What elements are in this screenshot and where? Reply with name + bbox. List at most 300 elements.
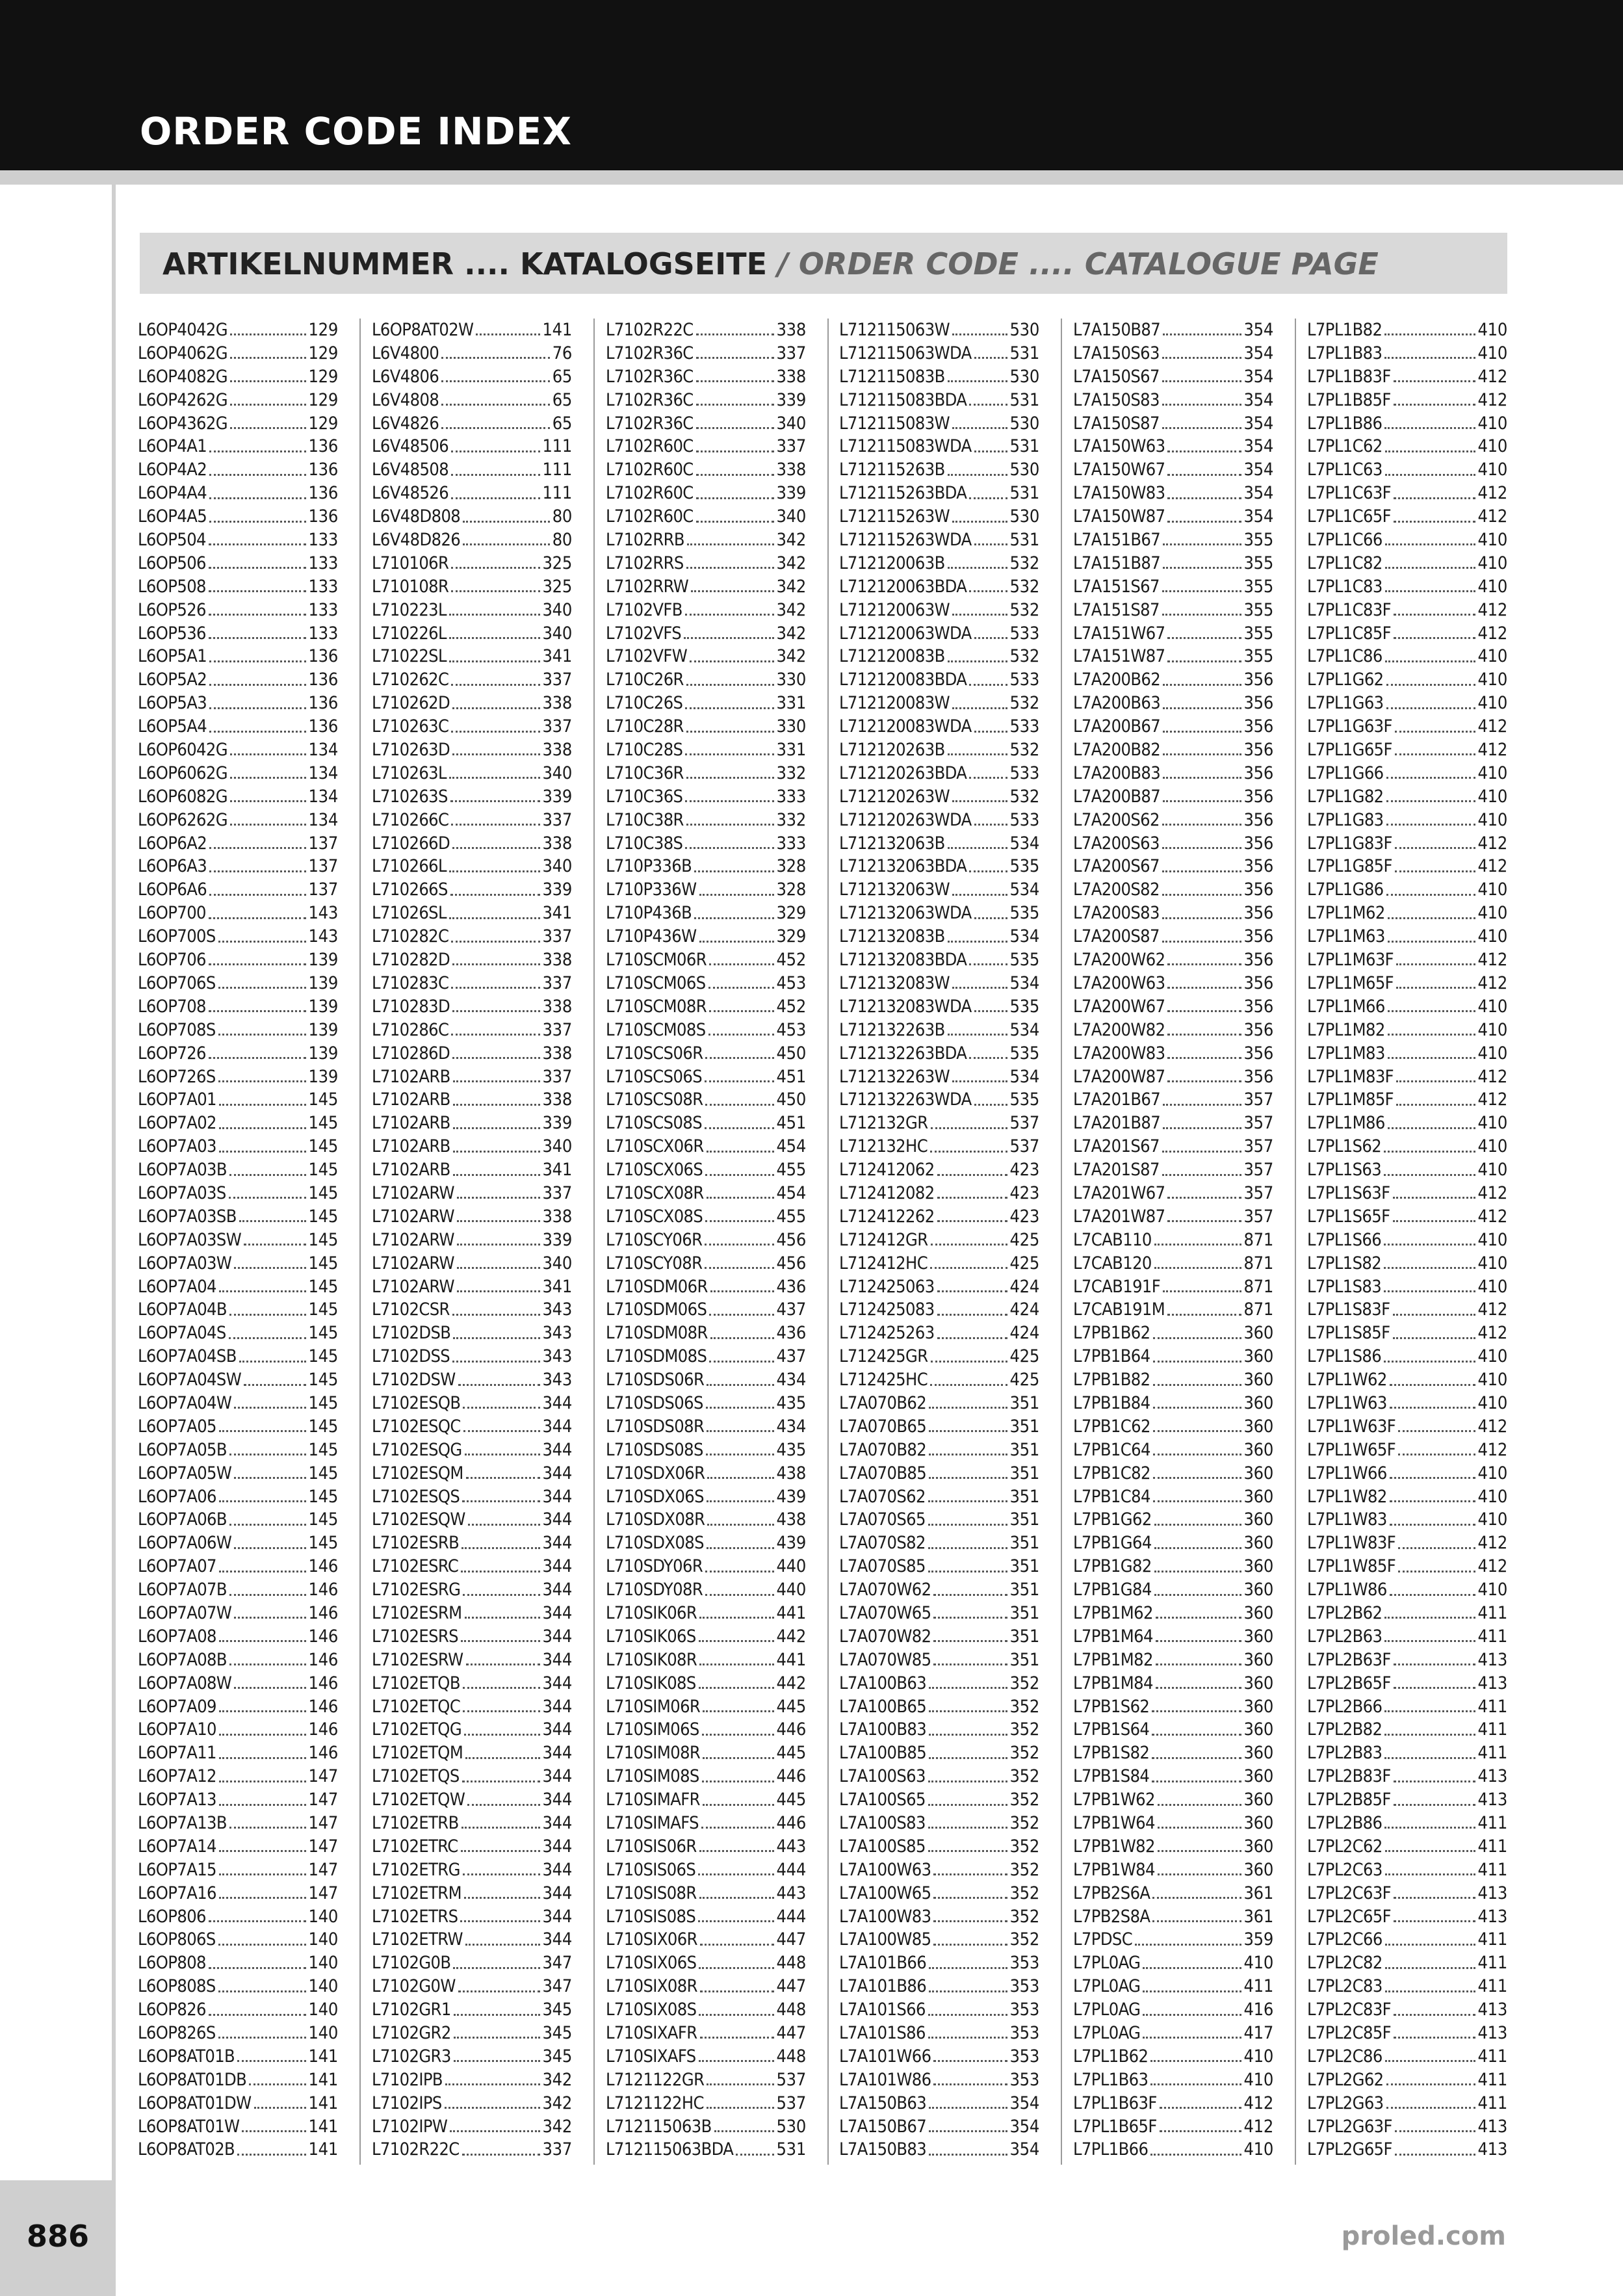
order-code: L7PL1C82 — [1307, 553, 1383, 573]
catalogue-page: 445 — [776, 1790, 806, 1810]
leader-dots — [445, 2107, 540, 2109]
index-entry — [1307, 458, 1507, 482]
leader-dots — [1156, 1687, 1241, 1689]
index-entry — [606, 738, 806, 762]
leader-dots — [1135, 1944, 1241, 1946]
catalogue-page: 442 — [776, 1673, 806, 1693]
index-entry — [138, 1998, 338, 2022]
order-code: L6OP826 — [138, 2000, 206, 2020]
catalogue-page: 360 — [1243, 1859, 1273, 1880]
leader-dots — [705, 1220, 773, 1222]
order-code: L6OP7A11 — [138, 1743, 216, 1764]
catalogue-page: 360 — [1243, 1533, 1273, 1554]
leader-dots — [714, 2130, 774, 2132]
index-entry — [1307, 1345, 1507, 1368]
leader-dots — [452, 1057, 539, 1059]
index-entry — [372, 1135, 572, 1158]
order-code: L7PL1S83 — [1307, 1276, 1382, 1297]
order-code: L7102CSR — [372, 1299, 450, 1320]
order-code: L712132083BDA — [839, 950, 967, 971]
section-header — [162, 244, 1379, 283]
order-code: L710SIX06S — [606, 1953, 697, 1974]
leader-dots — [709, 1361, 773, 1363]
leader-dots — [707, 1524, 773, 1526]
leader-dots — [686, 567, 774, 569]
leader-dots — [696, 404, 774, 406]
index-entry — [606, 855, 806, 878]
index-entry — [372, 482, 572, 505]
leader-dots — [1398, 1454, 1475, 1455]
order-code: L6OP7A05B — [138, 1439, 227, 1460]
catalogue-page: 147 — [308, 1883, 338, 1903]
index-entry — [1073, 2022, 1273, 2045]
index-entry — [606, 1275, 806, 1299]
leader-dots — [1167, 1197, 1241, 1199]
index-entry — [606, 1905, 806, 1929]
catalogue-page: 344 — [542, 1790, 572, 1810]
leader-dots — [1167, 1314, 1241, 1316]
index-entry — [372, 809, 572, 832]
catalogue-page: 337 — [542, 1066, 572, 1087]
index-entry — [138, 2068, 338, 2092]
order-code: L710263S — [372, 786, 448, 807]
catalogue-page: 411 — [1477, 1953, 1507, 1974]
index-entry — [839, 389, 1039, 412]
index-entry — [606, 1625, 806, 1649]
index-entry — [138, 925, 338, 948]
index-entry — [1073, 878, 1273, 902]
catalogue-page: 145 — [308, 1346, 338, 1367]
index-entry — [606, 552, 806, 575]
index-entry — [1073, 1158, 1273, 1182]
index-entry — [1307, 599, 1507, 622]
catalogue-page: 413 — [1477, 2023, 1507, 2044]
catalogue-page: 344 — [542, 1906, 572, 1927]
index-entry — [1073, 1485, 1273, 1509]
order-code: L710SCS08S — [606, 1113, 703, 1134]
index-entry — [839, 342, 1039, 365]
leader-dots — [696, 450, 774, 452]
catalogue-page: 443 — [776, 1836, 806, 1857]
leader-dots — [1160, 2130, 1241, 2132]
catalogue-page: 141 — [308, 2046, 338, 2067]
leader-dots — [707, 1547, 774, 1549]
leader-dots — [699, 1967, 773, 1969]
order-code: L6OP506 — [138, 553, 206, 573]
leader-dots — [707, 1430, 773, 1432]
order-code: L7PL1W63 — [1307, 1392, 1387, 1413]
order-code: L7PB2S8A — [1073, 1906, 1150, 1927]
leader-dots — [229, 1663, 306, 1665]
leader-dots — [1162, 917, 1241, 919]
index-entry — [839, 552, 1039, 575]
index-entry — [372, 1812, 572, 1835]
order-code: L710SCY06R — [606, 1229, 703, 1250]
column-divider — [1061, 319, 1062, 2165]
index-entry — [372, 1625, 572, 1649]
catalogue-page: 133 — [308, 576, 338, 597]
catalogue-page: 424 — [1009, 1323, 1039, 1344]
index-entry — [1073, 902, 1273, 925]
leader-dots — [229, 1524, 306, 1526]
leader-dots — [952, 707, 1007, 709]
leader-dots — [1162, 824, 1241, 826]
catalogue-page: 412 — [1477, 1323, 1507, 1344]
leader-dots — [1386, 684, 1475, 686]
leader-dots — [974, 1104, 1007, 1106]
leader-dots — [699, 941, 774, 943]
catalogue-page: 338 — [542, 1089, 572, 1110]
index-entry — [372, 785, 572, 809]
order-code: L6OP7A16 — [138, 1883, 216, 1903]
order-code: L6OP7A08W — [138, 1673, 232, 1693]
leader-dots — [449, 660, 540, 662]
catalogue-page: 344 — [542, 1743, 572, 1764]
leader-dots — [461, 1640, 540, 1642]
order-code: L7102ESQB — [372, 1392, 461, 1413]
index-entry — [606, 622, 806, 646]
leader-dots — [209, 870, 305, 872]
order-code: L7PL2B85F — [1307, 1790, 1391, 1810]
order-code: L7PL2G63F — [1307, 2116, 1392, 2137]
index-entry — [606, 878, 806, 902]
index-entry — [372, 1672, 572, 1695]
index-entry — [1073, 1602, 1273, 1625]
catalogue-page: 434 — [776, 1370, 806, 1390]
leader-dots — [451, 987, 539, 989]
order-code: L7A150S63 — [1073, 343, 1160, 363]
index-entry — [606, 1765, 806, 1788]
catalogue-page: 353 — [1009, 2023, 1039, 2044]
catalogue-page: 412 — [1477, 1089, 1507, 1110]
leader-dots — [1394, 404, 1475, 406]
catalogue-page: 139 — [308, 1066, 338, 1087]
index-entry — [606, 1718, 806, 1742]
leader-dots — [451, 1034, 539, 1036]
leader-dots — [691, 590, 773, 592]
index-entry — [138, 1555, 338, 1578]
catalogue-page: 352 — [1009, 1813, 1039, 1833]
catalogue-page: 425 — [1009, 1229, 1039, 1250]
index-entry — [1073, 2115, 1273, 2139]
leader-dots — [698, 1920, 773, 1922]
catalogue-page: 424 — [1009, 1299, 1039, 1320]
left-margin-rule — [112, 185, 116, 2180]
order-code: L6OP6262G — [138, 809, 227, 830]
order-code: L7102G0W — [372, 1976, 456, 1997]
catalogue-page: 145 — [308, 1136, 338, 1157]
leader-dots — [461, 1827, 540, 1829]
index-entry — [372, 412, 572, 436]
catalogue-page: 871 — [1243, 1276, 1273, 1297]
order-code: L7A150W67 — [1073, 460, 1165, 480]
leader-dots — [1390, 1407, 1475, 1409]
index-entry — [606, 1019, 806, 1042]
order-code: L7PL2C63 — [1307, 1859, 1383, 1880]
leader-dots — [969, 684, 1007, 686]
leader-dots — [1167, 521, 1241, 523]
index-entry — [138, 1462, 338, 1485]
leader-dots — [929, 1407, 1007, 1409]
index-entry — [606, 1439, 806, 1462]
order-code: L7A070S85 — [839, 1556, 926, 1577]
leader-dots — [1162, 894, 1241, 896]
order-code: L7102ARB — [372, 1113, 450, 1134]
catalogue-page: 436 — [776, 1323, 806, 1344]
catalogue-page: 352 — [1009, 1743, 1039, 1764]
index-entry — [1073, 2092, 1273, 2115]
leader-dots — [1388, 1034, 1475, 1036]
leader-dots — [1167, 450, 1241, 452]
order-code: L6OP7A07B — [138, 1580, 227, 1600]
catalogue-page: 454 — [776, 1136, 806, 1157]
index-entry — [138, 832, 338, 855]
index-entry — [1073, 1508, 1273, 1532]
leader-dots — [690, 660, 773, 662]
index-entry — [1073, 458, 1273, 482]
leader-dots — [696, 474, 774, 476]
catalogue-page: 360 — [1243, 1439, 1273, 1460]
leader-dots — [1394, 1804, 1475, 1806]
catalogue-page: 410 — [1477, 1580, 1507, 1600]
catalogue-page: 410 — [1477, 763, 1507, 783]
index-entry — [372, 948, 572, 972]
catalogue-page: 145 — [308, 1299, 338, 1320]
leader-dots — [1394, 2037, 1475, 2039]
index-entry — [1307, 948, 1507, 972]
catalogue-page: 537 — [1009, 1136, 1039, 1157]
catalogue-page: 111 — [542, 483, 572, 504]
order-code: L6OP7A07W — [138, 1602, 232, 1623]
catalogue-page: 417 — [1243, 2023, 1273, 2044]
catalogue-page: 535 — [1009, 856, 1039, 877]
catalogue-page: 424 — [1009, 1276, 1039, 1297]
order-code: L712120263WDA — [839, 809, 972, 830]
catalogue-page: 146 — [308, 1719, 338, 1740]
order-code: L710226L — [372, 623, 447, 644]
leader-dots — [703, 1757, 773, 1759]
catalogue-page: 444 — [776, 1906, 806, 1927]
catalogue-page: 129 — [308, 389, 338, 410]
order-code: L710SIM08R — [606, 1743, 701, 1764]
catalogue-page: 410 — [1477, 786, 1507, 807]
index-entry — [138, 855, 338, 878]
leader-dots — [1395, 2154, 1475, 2156]
order-code: L712132063WDA — [839, 903, 972, 924]
index-entry — [1073, 668, 1273, 692]
order-code: L6OP7A08 — [138, 1626, 216, 1647]
index-entry — [138, 1019, 338, 1042]
leader-dots — [1167, 497, 1241, 499]
index-entry — [372, 435, 572, 458]
index-entry — [839, 365, 1039, 389]
order-code: L6OP6062G — [138, 763, 227, 783]
leader-dots — [1385, 474, 1475, 476]
order-code: L6OP7A14 — [138, 1836, 216, 1857]
catalogue-page: 338 — [776, 366, 806, 387]
catalogue-page: 411 — [1477, 1836, 1507, 1857]
index-entry — [1073, 528, 1273, 552]
index-entry — [372, 1998, 572, 2022]
leader-dots — [1395, 731, 1475, 733]
order-code: L710SCX06R — [606, 1136, 704, 1157]
order-code: L7A200W63 — [1073, 972, 1165, 993]
index-entry — [1073, 1088, 1273, 1112]
order-code: L712425263 — [839, 1323, 935, 1344]
leader-dots — [699, 1663, 773, 1665]
leader-dots — [933, 1663, 1007, 1665]
catalogue-page: 353 — [1009, 1953, 1039, 1974]
leader-dots — [1386, 824, 1475, 826]
order-code: L710SCM08R — [606, 996, 707, 1017]
index-entry — [138, 1415, 338, 1439]
index-entry — [1307, 1625, 1507, 1649]
catalogue-page: 342 — [542, 2069, 572, 2090]
catalogue-page: 410 — [1477, 996, 1507, 1017]
leader-dots — [948, 941, 1007, 943]
order-code: L7A200B62 — [1073, 670, 1161, 690]
leader-dots — [462, 1781, 540, 1782]
catalogue-page: 410 — [1477, 1370, 1507, 1390]
leader-dots — [1163, 684, 1241, 686]
order-code: L7102GR3 — [372, 2046, 451, 2067]
leader-dots — [694, 917, 773, 919]
leader-dots — [218, 941, 306, 943]
leader-dots — [1160, 2107, 1241, 2109]
leader-dots — [468, 1524, 540, 1526]
catalogue-page: 531 — [1009, 483, 1039, 504]
leader-dots — [449, 917, 540, 919]
order-code: L6V48D808 — [372, 506, 461, 527]
order-code: L712115263B — [839, 460, 945, 480]
index-entry — [138, 1205, 338, 1229]
catalogue-page: 532 — [1009, 553, 1039, 573]
order-code: L7A100B65 — [839, 1696, 927, 1717]
catalogue-page: 413 — [1477, 1766, 1507, 1787]
order-code: L712132063W — [839, 880, 950, 900]
order-code: L6OP5A2 — [138, 670, 207, 690]
leader-dots — [969, 963, 1007, 965]
order-code: L7102ETRS — [372, 1906, 458, 1927]
index-entry — [1073, 1788, 1273, 1812]
order-code: L7PL1W83 — [1307, 1509, 1387, 1530]
catalogue-page: 412 — [1477, 972, 1507, 993]
leader-dots — [1154, 1267, 1241, 1269]
index-entry — [372, 389, 572, 412]
leader-dots — [451, 731, 539, 733]
leader-dots — [696, 357, 774, 359]
leader-dots — [1143, 2014, 1241, 2016]
index-entry — [138, 1905, 338, 1929]
order-code: L7121122HC — [606, 2093, 704, 2113]
order-code: L712115263WDA — [839, 530, 972, 551]
index-entry — [138, 1625, 338, 1649]
catalogue-page: 411 — [1477, 2093, 1507, 2113]
leader-dots — [451, 824, 539, 826]
index-entry — [372, 1695, 572, 1719]
index-entry — [372, 1928, 572, 1951]
index-entry — [1073, 1718, 1273, 1742]
leader-dots — [218, 1034, 306, 1036]
index-entry — [1307, 972, 1507, 995]
leader-dots — [1384, 1361, 1475, 1363]
catalogue-page: 412 — [1477, 716, 1507, 737]
index-entry — [1307, 435, 1507, 458]
index-entry — [1307, 1951, 1507, 1975]
catalogue-page: 332 — [776, 809, 806, 830]
order-code: L6OP508 — [138, 576, 206, 597]
index-entry — [606, 1812, 806, 1835]
leader-dots — [230, 357, 306, 359]
order-code: L7PB1B64 — [1073, 1346, 1150, 1367]
index-entry — [372, 2022, 572, 2045]
index-entry — [606, 1695, 806, 1719]
leader-dots — [463, 1430, 540, 1432]
order-code: L7PL1M82 — [1307, 1019, 1385, 1040]
catalogue-page: 355 — [1243, 646, 1273, 667]
index-entry — [606, 1602, 806, 1625]
order-code: L7PL2C66 — [1307, 1929, 1383, 1950]
index-entry — [1307, 1508, 1507, 1532]
catalogue-page: 360 — [1243, 1486, 1273, 1507]
order-code: L71026SL — [372, 903, 447, 924]
order-code: L7PL2B66 — [1307, 1696, 1383, 1717]
order-code: L7102G0B — [372, 1953, 451, 1974]
leader-dots — [1384, 1174, 1475, 1176]
order-code: L7102ETQG — [372, 1719, 462, 1740]
catalogue-page: 340 — [776, 506, 806, 527]
catalogue-page: 410 — [1243, 2046, 1273, 2067]
order-code: L6OP4042G — [138, 320, 227, 340]
index-entry — [372, 995, 572, 1019]
order-code: L712132063BDA — [839, 856, 967, 877]
index-entry — [372, 1158, 572, 1182]
index-entry — [1073, 785, 1273, 809]
index-entry — [606, 2045, 806, 2068]
leader-dots — [441, 357, 549, 359]
catalogue-page: 147 — [308, 1859, 338, 1880]
leader-dots — [699, 2060, 774, 2062]
leader-dots — [930, 1151, 1007, 1153]
leader-dots — [218, 1944, 306, 1946]
order-code: L7PL2G65F — [1307, 2139, 1392, 2160]
index-entry — [606, 599, 806, 622]
catalogue-page: 133 — [308, 599, 338, 620]
catalogue-page: 347 — [542, 1976, 572, 1997]
leader-dots — [463, 1873, 540, 1875]
order-code: L6OP7A10 — [138, 1719, 216, 1740]
leader-dots — [928, 1500, 1007, 1502]
catalogue-page: 454 — [776, 1182, 806, 1203]
index-entry — [606, 1788, 806, 1812]
order-code: L6OP5A4 — [138, 716, 207, 737]
catalogue-page: 338 — [776, 460, 806, 480]
catalogue-page: 412 — [1477, 856, 1507, 877]
catalogue-page: 450 — [776, 1089, 806, 1110]
index-entry — [138, 1439, 338, 1462]
catalogue-page: 411 — [1477, 1719, 1507, 1740]
index-entry — [606, 832, 806, 855]
index-entry — [1307, 1182, 1507, 1205]
catalogue-page: 141 — [542, 320, 572, 340]
leader-dots — [237, 2060, 305, 2062]
leader-dots — [709, 963, 774, 965]
leader-dots — [708, 987, 774, 989]
order-code: L6OP826S — [138, 2023, 216, 2044]
index-entry — [138, 1182, 338, 1205]
order-code: L7PDSC — [1073, 1929, 1133, 1950]
leader-dots — [933, 1594, 1007, 1596]
